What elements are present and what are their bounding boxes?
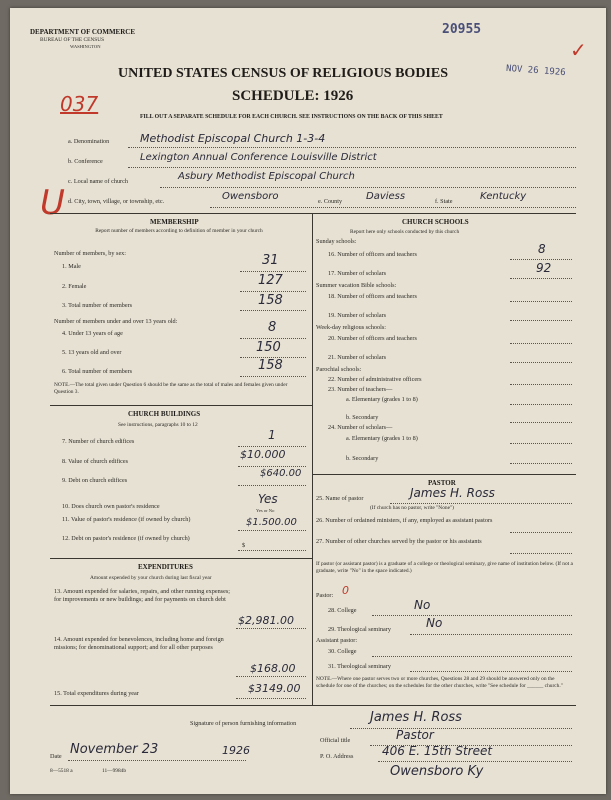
admin-officers-label: 22. Number of administrative officers bbox=[328, 376, 422, 383]
date-label: Date bbox=[50, 753, 62, 760]
edifice-value-label: 8. Value of church edifices bbox=[62, 458, 129, 465]
graduate-instructions: If pastor (or assistant pastor) is a graduate of a college or theological seminary, give name of institution below. (If not a graduate, write "No" in the space indicated.) bbox=[316, 561, 573, 575]
official-title-value: Pastor bbox=[396, 728, 434, 742]
running-expenses-label: 13. Amount expended for salaries, repairs, and other running expenses; for improvements or new buildings; and for payments on church debt bbox=[54, 588, 230, 604]
under-13-label: 4. Under 13 years of age bbox=[62, 330, 123, 337]
pastor-red-mark: 0 bbox=[342, 584, 349, 597]
state-label: f. State bbox=[435, 198, 453, 205]
residence-value-label: 11. Value of pastor's residence (if owned by church) bbox=[62, 516, 191, 523]
pastor-name-hint: (If church has no pastor, write "None") bbox=[370, 505, 454, 511]
department-name: DEPARTMENT OF COMMERCE bbox=[30, 28, 136, 36]
local-name-label: c. Local name of church bbox=[68, 178, 128, 185]
residence-value-value: $1.500.00 bbox=[246, 517, 297, 528]
weekday-scholars-label: 21. Number of scholars bbox=[328, 354, 387, 361]
weekday-schools-label: Week-day religious schools: bbox=[316, 324, 386, 331]
red-file-number: 037 bbox=[60, 92, 99, 116]
local-name-value: Asbury Methodist Episcopal Church bbox=[178, 171, 355, 182]
assistant-subheading: Assistant pastor: bbox=[316, 637, 358, 644]
scholars-elementary-label: a. Elementary (grades 1 to 8) bbox=[346, 435, 418, 442]
assistant-ministers-label: 26. Number of ordained ministers, if any, employed as assistant pastors bbox=[316, 517, 493, 524]
form-title: UNITED STATES CENSUS OF RELIGIOUS BODIES bbox=[118, 66, 449, 81]
under-13-value: 8 bbox=[268, 320, 277, 335]
summer-schools-label: Summer vacation Bible schools: bbox=[316, 282, 397, 289]
sunday-schools-label: Sunday schools: bbox=[316, 238, 357, 245]
teachers-elementary-label: a. Elementary (grades 1 to 8) bbox=[346, 396, 418, 403]
check-mark-icon: ✓ bbox=[570, 38, 587, 62]
conference-label: b. Conference bbox=[68, 158, 103, 165]
pastor-seminary-value: No bbox=[426, 616, 443, 630]
total-members-label: 3. Total number of members bbox=[62, 302, 133, 309]
pastor-college-value: No bbox=[414, 598, 431, 612]
bureau-name: BUREAU OF THE CENSUS bbox=[40, 37, 105, 43]
pastor-name-label: 25. Name of pastor bbox=[316, 495, 364, 502]
parochial-schools-label: Parochial schools: bbox=[316, 366, 362, 373]
edifice-debt-value: $640.00 bbox=[260, 468, 302, 479]
total-members-age-label: 6. Total number of members bbox=[62, 368, 133, 375]
running-expenses-value: $2,981.00 bbox=[238, 614, 294, 627]
residence-debt-value: $ bbox=[242, 542, 246, 549]
buildings-heading: CHURCH BUILDINGS bbox=[128, 410, 201, 418]
denomination-value: Methodist Episcopal Church 1-3-4 bbox=[140, 132, 326, 145]
buildings-instructions: See instructions, paragraphs 10 to 12 bbox=[118, 422, 198, 428]
state-value: Kentucky bbox=[480, 191, 527, 202]
church-edifices-label: 7. Number of church edifices bbox=[62, 438, 135, 445]
city-name: WASHINGTON bbox=[70, 44, 101, 49]
members-by-sex-label: Number of members, by sex: bbox=[54, 250, 126, 257]
scholars-label: 24. Number of scholars— bbox=[328, 424, 393, 431]
female-value: 127 bbox=[258, 273, 283, 288]
female-label: 2. Female bbox=[62, 283, 87, 290]
pastor-heading: PASTOR bbox=[428, 479, 456, 487]
received-date-stamp: NOV 26 1926 bbox=[505, 63, 566, 79]
pastor-college-label: 28. College bbox=[328, 607, 357, 614]
male-label: 1. Male bbox=[62, 263, 81, 270]
sunday-teachers-label: 16. Number of officers and teachers bbox=[328, 251, 417, 258]
over-13-value: 150 bbox=[256, 340, 281, 355]
pastor-residence-value: Yes bbox=[258, 492, 278, 506]
total-expenditures-label: 15. Total expenditures during year bbox=[54, 690, 139, 697]
red-u-mark: U bbox=[40, 183, 65, 223]
date-value: November 23 bbox=[70, 742, 159, 757]
over-13-label: 5. 13 years old and over bbox=[62, 349, 122, 356]
total-members-value: 158 bbox=[258, 293, 283, 308]
county-value: Daviess bbox=[366, 191, 406, 202]
sunday-teachers-value: 8 bbox=[538, 242, 546, 256]
pastor-note: NOTE.—Where one pastor serves two or more churches, Questions 28 and 29 should be answered only on the schedule for one of the churches; on the schedules for the other churches, write "See schedule for ______ church." bbox=[316, 676, 563, 690]
summer-teachers-label: 18. Number of officers and teachers bbox=[328, 293, 417, 300]
benevolences-label: 14. Amount expended for benevolences, including home and foreign missions; for denominational support; and for all other purposes bbox=[54, 636, 224, 652]
signature-value: James H. Ross bbox=[370, 710, 462, 725]
benevolences-value: $168.00 bbox=[250, 662, 296, 675]
yes-no-hint: Yes or No bbox=[256, 508, 275, 513]
schools-heading: CHURCH SCHOOLS bbox=[402, 218, 469, 226]
county-label: e. County bbox=[318, 198, 343, 205]
expenditures-instructions: Amount expended by your church during last fiscal year bbox=[90, 575, 212, 581]
residence-debt-label: 12. Debt on pastor's residence (if owned by church) bbox=[62, 535, 190, 542]
city-value: Owensboro bbox=[222, 191, 279, 202]
po-address-city: Owensboro Ky bbox=[390, 764, 484, 779]
other-churches-label: 27. Number of other churches served by the pastor or his assistants bbox=[316, 538, 482, 545]
total-members-age-value: 158 bbox=[258, 358, 283, 373]
official-title-label: Official title bbox=[320, 737, 351, 744]
membership-note: NOTE.—The total given under Question 6 should be the same as the total of males and females given under Question 3. bbox=[54, 382, 288, 396]
summer-scholars-label: 19. Number of scholars bbox=[328, 312, 387, 319]
scholars-secondary-label: b. Secondary bbox=[346, 455, 379, 462]
instruction-line: FILL OUT A SEPARATE SCHEDULE FOR EACH CHURCH. SEE INSTRUCTIONS ON THE BACK OF THIS SHEET bbox=[140, 114, 443, 120]
city-label: d. City, town, village, or township, etc. bbox=[68, 198, 165, 205]
conference-value: Lexington Annual Conference Louisville District bbox=[140, 152, 377, 163]
male-value: 31 bbox=[262, 253, 279, 268]
edifice-debt-label: 9. Debt on church edifices bbox=[62, 477, 128, 484]
assistant-seminary-label: 31. Theological seminary bbox=[328, 663, 391, 670]
serial-number: 20955 bbox=[442, 22, 482, 37]
date-year-value: 1926 bbox=[222, 744, 250, 757]
membership-instructions: Report number of members according to definition of member in your church bbox=[95, 228, 263, 234]
total-expenditures-value: $3149.00 bbox=[248, 682, 301, 695]
census-schedule-form bbox=[10, 8, 606, 794]
edifice-value-value: $10.000 bbox=[240, 448, 286, 461]
assistant-college-label: 30. College bbox=[328, 648, 357, 655]
weekday-teachers-label: 20. Number of officers and teachers bbox=[328, 335, 417, 342]
pastor-seminary-label: 29. Theological seminary bbox=[328, 626, 391, 633]
members-by-age-label: Number of members under and over 13 years old: bbox=[54, 318, 178, 325]
teachers-secondary-label: b. Secondary bbox=[346, 414, 379, 421]
pastor-subheading: Pastor: bbox=[316, 592, 334, 599]
membership-heading: MEMBERSHIP bbox=[150, 218, 199, 226]
sunday-scholars-label: 17. Number of scholars bbox=[328, 270, 387, 277]
church-edifices-value: 1 bbox=[268, 428, 276, 442]
print-number: 11—9984b bbox=[102, 768, 127, 774]
pastor-residence-label: 10. Does church own pastor's residence bbox=[62, 503, 160, 510]
signature-label: Signature of person furnishing information bbox=[190, 720, 297, 727]
po-address-value: 406 E. 15th Street bbox=[382, 744, 493, 758]
denomination-label: a. Denomination bbox=[68, 138, 110, 145]
po-address-label: P. O. Address bbox=[320, 753, 354, 760]
pastor-name-value: James H. Ross bbox=[410, 486, 495, 500]
sunday-scholars-value: 92 bbox=[536, 261, 552, 275]
expenditures-heading: EXPENDITURES bbox=[138, 563, 193, 571]
schedule-title: SCHEDULE: 1926 bbox=[232, 88, 354, 104]
form-number: 8—5518 a bbox=[50, 768, 73, 774]
teachers-label: 23. Number of teachers— bbox=[328, 386, 393, 393]
schools-instructions: Report here only schools conducted by this church bbox=[350, 229, 460, 235]
